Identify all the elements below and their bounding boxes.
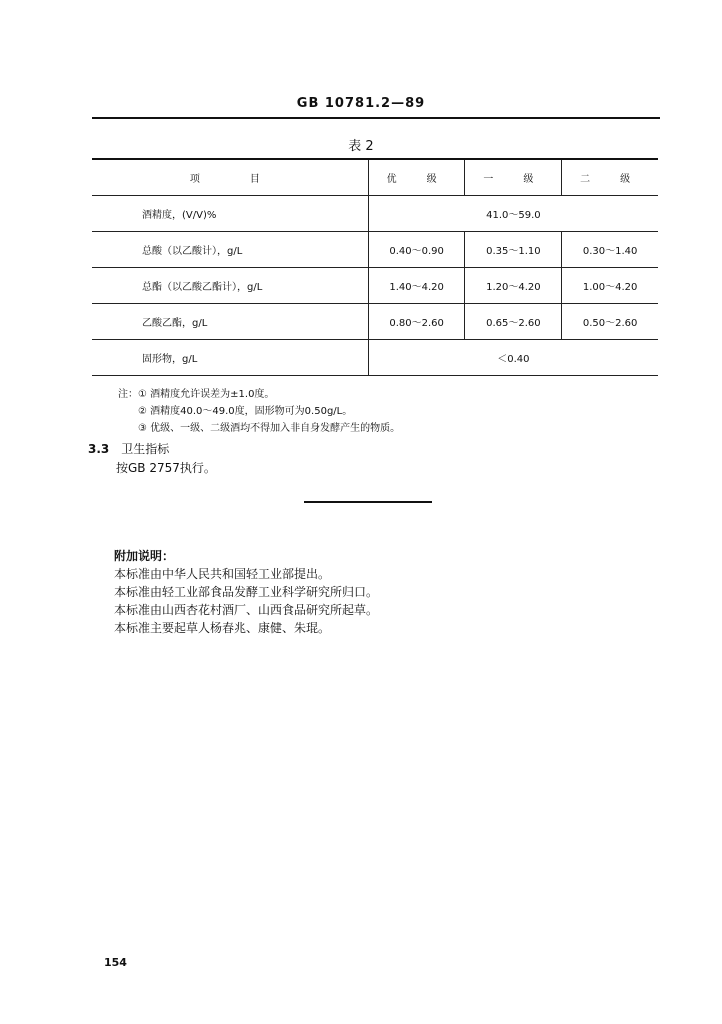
cell-total-acid-grade-two: 0.30～1.40 bbox=[562, 231, 658, 267]
notes-lead: 注： bbox=[118, 389, 138, 400]
cell-alcohol-all-grades: 41.0～59.0 bbox=[368, 195, 658, 231]
row-label-solids: 固形物，g/L bbox=[92, 339, 368, 375]
header-rule bbox=[92, 117, 660, 119]
note-item: 注：① 酒精度允许误差为±1.0度。 bbox=[118, 389, 275, 400]
table-notes bbox=[118, 386, 400, 437]
spec-table bbox=[92, 158, 658, 376]
note-item: ② 酒精度40.0～49.0度，固形物可为0.50g/L。 bbox=[138, 406, 353, 417]
addendum-line: 本标准由山西杏花村酒厂、山西食品研究所起草。 bbox=[114, 603, 379, 617]
row-label-total-ester: 总酯（以乙酸乙酯计），g/L bbox=[92, 267, 368, 303]
row-label-alcohol: 酒精度，(V/V)% bbox=[92, 195, 368, 231]
cell-total-ester-grade-two: 1.00～4.20 bbox=[562, 267, 658, 303]
row-label-ethyl-acetate: 乙酸乙酯，g/L bbox=[92, 303, 368, 339]
cell-total-ester-premium: 1.40～4.20 bbox=[368, 267, 465, 303]
cell-ethyl-acetate-grade-one: 0.65～2.60 bbox=[465, 303, 562, 339]
addendum-line: 本标准由轻工业部食品发酵工业科学研究所归口。 bbox=[114, 585, 379, 599]
addendum bbox=[114, 547, 378, 637]
table-row bbox=[92, 303, 658, 339]
cell-total-ester-grade-one: 1.20～4.20 bbox=[465, 267, 562, 303]
page-header-standard-code: GB 10781.2—89 bbox=[296, 96, 426, 111]
cell-total-acid-premium: 0.40～0.90 bbox=[368, 231, 465, 267]
table-row bbox=[92, 339, 658, 375]
table-header-row bbox=[92, 159, 658, 195]
addendum-title: 附加说明： bbox=[114, 549, 175, 563]
page-number: 154 bbox=[104, 956, 127, 969]
section-heading bbox=[88, 440, 169, 457]
addendum-line: 本标准主要起草人杨春兆、康健、朱琨。 bbox=[114, 621, 331, 635]
column-header-item: 项 目 bbox=[92, 159, 368, 195]
cell-solids-all-grades: ＜0.40 bbox=[368, 339, 658, 375]
cell-ethyl-acetate-grade-two: 0.50～2.60 bbox=[562, 303, 658, 339]
section-body: 按GB 2757执行。 bbox=[116, 461, 216, 475]
end-divider bbox=[304, 501, 432, 503]
table-row bbox=[92, 267, 658, 303]
cell-ethyl-acetate-premium: 0.80～2.60 bbox=[368, 303, 465, 339]
section-title: 卫生指标 bbox=[121, 442, 170, 456]
row-label-total-acid: 总酸（以乙酸计），g/L bbox=[92, 231, 368, 267]
column-header-premium: 优 级 bbox=[368, 159, 465, 195]
column-header-grade-two: 二 级 bbox=[562, 159, 658, 195]
addendum-line: 本标准由中华人民共和国轻工业部提出。 bbox=[114, 567, 331, 581]
cell-total-acid-grade-one: 0.35～1.10 bbox=[465, 231, 562, 267]
column-header-grade-one: 一 级 bbox=[465, 159, 562, 195]
table-row bbox=[92, 195, 658, 231]
note-item: ③ 优级、一级、二级酒均不得加入非自身发酵产生的物质。 bbox=[138, 423, 401, 434]
table-row bbox=[92, 231, 658, 267]
section-number: 3.3 bbox=[88, 442, 110, 456]
table-caption: 表 2 bbox=[348, 139, 374, 154]
